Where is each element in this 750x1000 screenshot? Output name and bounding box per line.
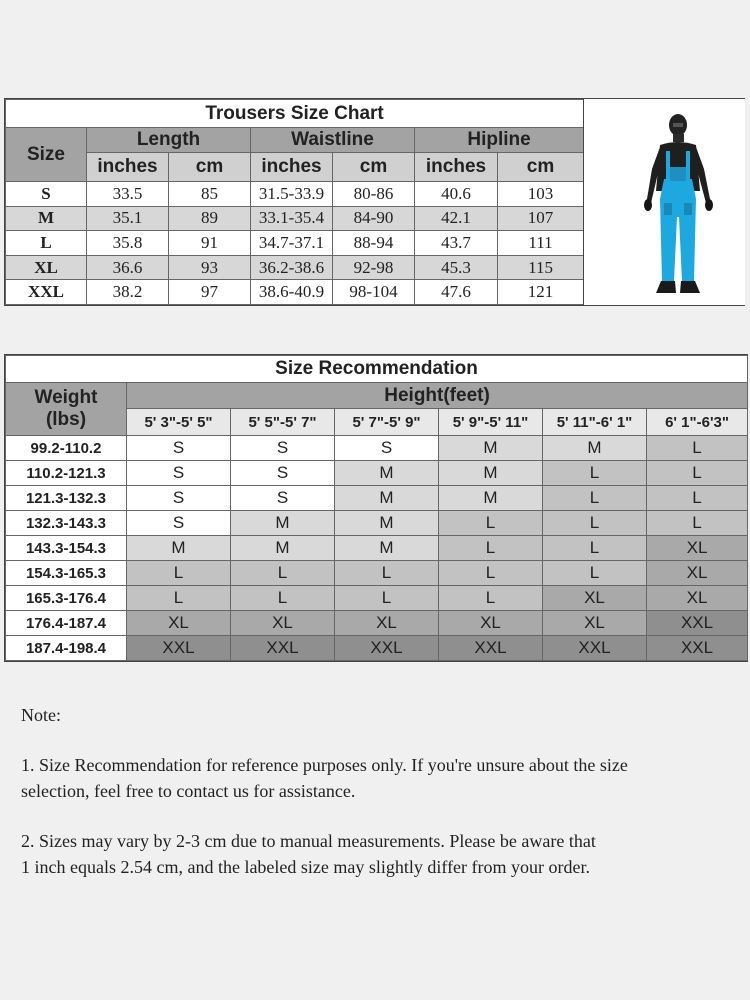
model-in-bib-pants-icon xyxy=(584,99,745,305)
table-row xyxy=(6,561,748,586)
recommended-size-cell: XXL xyxy=(543,636,647,661)
table-row xyxy=(6,182,584,207)
recommended-size-cell: L xyxy=(439,586,543,611)
recommended-size-cell: L xyxy=(543,461,647,486)
recommended-size-cell: S xyxy=(335,436,439,461)
recommended-size-cell: L xyxy=(127,586,231,611)
weight-header-line1: Weight xyxy=(34,387,98,409)
trousers-size-table xyxy=(5,99,584,305)
measurement-cell: 84-90 xyxy=(333,206,415,231)
measurement-cell: 38.2 xyxy=(87,280,169,305)
measurement-cell: 121 xyxy=(498,280,584,305)
trousers-size-chart xyxy=(4,98,745,306)
table-row xyxy=(6,461,748,486)
weight-range: 165.3-176.4 xyxy=(6,586,127,611)
recommended-size-cell: L xyxy=(543,486,647,511)
measurement-cell: 33.5 xyxy=(87,182,169,207)
recommended-size-cell: M xyxy=(439,486,543,511)
table-row xyxy=(6,255,584,280)
recommended-size-cell: M xyxy=(439,461,543,486)
recommended-size-cell: M xyxy=(335,511,439,536)
recommended-size-cell: L xyxy=(439,536,543,561)
measurement-cell: 103 xyxy=(498,182,584,207)
measurement-cell: 89 xyxy=(169,206,251,231)
recommended-size-cell: L xyxy=(543,536,647,561)
recommended-size-cell: S xyxy=(127,511,231,536)
table-row xyxy=(6,536,748,561)
recommended-size-cell: S xyxy=(127,436,231,461)
recommended-size-cell: XL xyxy=(543,586,647,611)
recommended-size-cell: M xyxy=(439,436,543,461)
recommended-size-cell: XXL xyxy=(439,636,543,661)
measurement-cell: 97 xyxy=(169,280,251,305)
table-row xyxy=(6,436,748,461)
size-label: S xyxy=(6,182,87,207)
table-row xyxy=(6,611,748,636)
recommended-size-cell: M xyxy=(335,461,439,486)
size-recommendation-table xyxy=(5,355,748,661)
trousers-chart-title: Trousers Size Chart xyxy=(6,100,584,128)
note-heading: Note: xyxy=(21,705,61,725)
weight-range: 121.3-132.3 xyxy=(6,486,127,511)
note-1-line-2: selection, feel free to contact us for assistance. xyxy=(21,781,356,801)
weight-header-line2: (lbs) xyxy=(45,409,87,431)
recommended-size-cell: L xyxy=(647,436,748,461)
recommended-size-cell: M xyxy=(335,486,439,511)
unit-header: inches xyxy=(251,153,333,182)
recommended-size-cell: M xyxy=(231,536,335,561)
recommended-size-cell: S xyxy=(231,486,335,511)
measurement-cell: 38.6-40.9 xyxy=(251,280,333,305)
measurement-cell: 98-104 xyxy=(333,280,415,305)
recommended-size-cell: XXL xyxy=(231,636,335,661)
measurement-cell: 88-94 xyxy=(333,231,415,256)
recommended-size-cell: M xyxy=(543,436,647,461)
measurement-cell: 47.6 xyxy=(415,280,498,305)
weight-range: 99.2-110.2 xyxy=(6,436,127,461)
recommended-size-cell: L xyxy=(127,561,231,586)
recommended-size-cell: XL xyxy=(439,611,543,636)
trousers-rows xyxy=(6,182,584,305)
height-range-header: 5' 5"-5' 7" xyxy=(231,409,335,436)
recommended-size-cell: S xyxy=(231,461,335,486)
table-row xyxy=(6,231,584,256)
recommended-size-cell: L xyxy=(335,586,439,611)
note-2 xyxy=(21,828,721,880)
measurement-cell: 31.5-33.9 xyxy=(251,182,333,207)
weight-range: 110.2-121.3 xyxy=(6,461,127,486)
recommended-size-cell: XL xyxy=(647,536,748,561)
recommended-size-cell: XL xyxy=(335,611,439,636)
recommended-size-cell: L xyxy=(231,561,335,586)
size-label: M xyxy=(6,206,87,231)
measurement-cell: 93 xyxy=(169,255,251,280)
table-row xyxy=(6,280,584,305)
size-label: XXL xyxy=(6,280,87,305)
recommended-size-cell: XXL xyxy=(127,636,231,661)
weight-range: 132.3-143.3 xyxy=(6,511,127,536)
note-2-line-2: 1 inch equals 2.54 cm, and the labeled size may slightly differ from your order. xyxy=(21,857,591,877)
waistline-header: Waistline xyxy=(251,128,415,153)
notes-section xyxy=(21,702,721,880)
unit-header: cm xyxy=(333,153,415,182)
size-header: Size xyxy=(6,128,87,182)
measurement-cell: 35.8 xyxy=(87,231,169,256)
recommended-size-cell: M xyxy=(127,536,231,561)
recommended-size-cell: M xyxy=(231,511,335,536)
measurement-cell: 45.3 xyxy=(415,255,498,280)
recommended-size-cell: S xyxy=(231,436,335,461)
measurement-cell: 115 xyxy=(498,255,584,280)
recommended-size-cell: L xyxy=(647,486,748,511)
size-recommendation-chart xyxy=(4,354,748,662)
table-row xyxy=(6,586,748,611)
weight-range: 154.3-165.3 xyxy=(6,561,127,586)
size-label: XL xyxy=(6,255,87,280)
measurement-cell: 111 xyxy=(498,231,584,256)
recommendation-rows xyxy=(6,436,748,661)
recommended-size-cell: L xyxy=(231,586,335,611)
unit-header: inches xyxy=(87,153,169,182)
recommended-size-cell: L xyxy=(439,511,543,536)
recommended-size-cell: XXL xyxy=(647,611,748,636)
measurement-cell: 34.7-37.1 xyxy=(251,231,333,256)
measurement-cell: 40.6 xyxy=(415,182,498,207)
table-row xyxy=(6,486,748,511)
measurement-cell: 35.1 xyxy=(87,206,169,231)
height-range-header: 5' 9"-5' 11" xyxy=(439,409,543,436)
measurement-cell: 85 xyxy=(169,182,251,207)
weight-range: 176.4-187.4 xyxy=(6,611,127,636)
unit-header: inches xyxy=(415,153,498,182)
recommended-size-cell: L xyxy=(543,561,647,586)
height-range-header: 5' 11"-6' 1" xyxy=(543,409,647,436)
hipline-header: Hipline xyxy=(415,128,584,153)
product-model-image xyxy=(583,99,745,305)
measurement-cell: 107 xyxy=(498,206,584,231)
weight-range: 187.4-198.4 xyxy=(6,636,127,661)
measurement-cell: 91 xyxy=(169,231,251,256)
recommended-size-cell: L xyxy=(543,511,647,536)
height-range-header: 5' 3"-5' 5" xyxy=(127,409,231,436)
recommended-size-cell: S xyxy=(127,461,231,486)
table-row xyxy=(6,636,748,661)
height-header: Height(feet) xyxy=(127,383,748,409)
weight-range: 143.3-154.3 xyxy=(6,536,127,561)
recommended-size-cell: XL xyxy=(231,611,335,636)
recommended-size-cell: XL xyxy=(647,586,748,611)
measurement-cell: 43.7 xyxy=(415,231,498,256)
measurement-cell: 92-98 xyxy=(333,255,415,280)
recommended-size-cell: L xyxy=(335,561,439,586)
length-header: Length xyxy=(87,128,251,153)
height-range-header: 5' 7"-5' 9" xyxy=(335,409,439,436)
note-1-line-1: 1. Size Recommendation for reference purposes only. If you're unsure about the size xyxy=(21,755,628,775)
measurement-cell: 42.1 xyxy=(415,206,498,231)
recommended-size-cell: XL xyxy=(647,561,748,586)
measurement-cell: 33.1-35.4 xyxy=(251,206,333,231)
recommended-size-cell: S xyxy=(127,486,231,511)
recommended-size-cell: L xyxy=(647,461,748,486)
recommended-size-cell: L xyxy=(439,561,543,586)
weight-header xyxy=(6,383,127,436)
table-row xyxy=(6,511,748,536)
measurement-cell: 36.2-38.6 xyxy=(251,255,333,280)
table-row xyxy=(6,206,584,231)
unit-header: cm xyxy=(498,153,584,182)
measurement-cell: 80-86 xyxy=(333,182,415,207)
unit-header: cm xyxy=(169,153,251,182)
recommendation-title: Size Recommendation xyxy=(6,356,748,383)
recommended-size-cell: XXL xyxy=(335,636,439,661)
measurement-cell: 36.6 xyxy=(87,255,169,280)
note-1 xyxy=(21,752,721,804)
recommended-size-cell: L xyxy=(647,511,748,536)
height-range-header: 6' 1"-6'3" xyxy=(647,409,748,436)
recommended-size-cell: XL xyxy=(543,611,647,636)
size-label: L xyxy=(6,231,87,256)
recommended-size-cell: M xyxy=(335,536,439,561)
note-2-line-1: 2. Sizes may vary by 2-3 cm due to manual measurements. Please be aware that xyxy=(21,831,596,851)
recommended-size-cell: XL xyxy=(127,611,231,636)
recommended-size-cell: XXL xyxy=(647,636,748,661)
